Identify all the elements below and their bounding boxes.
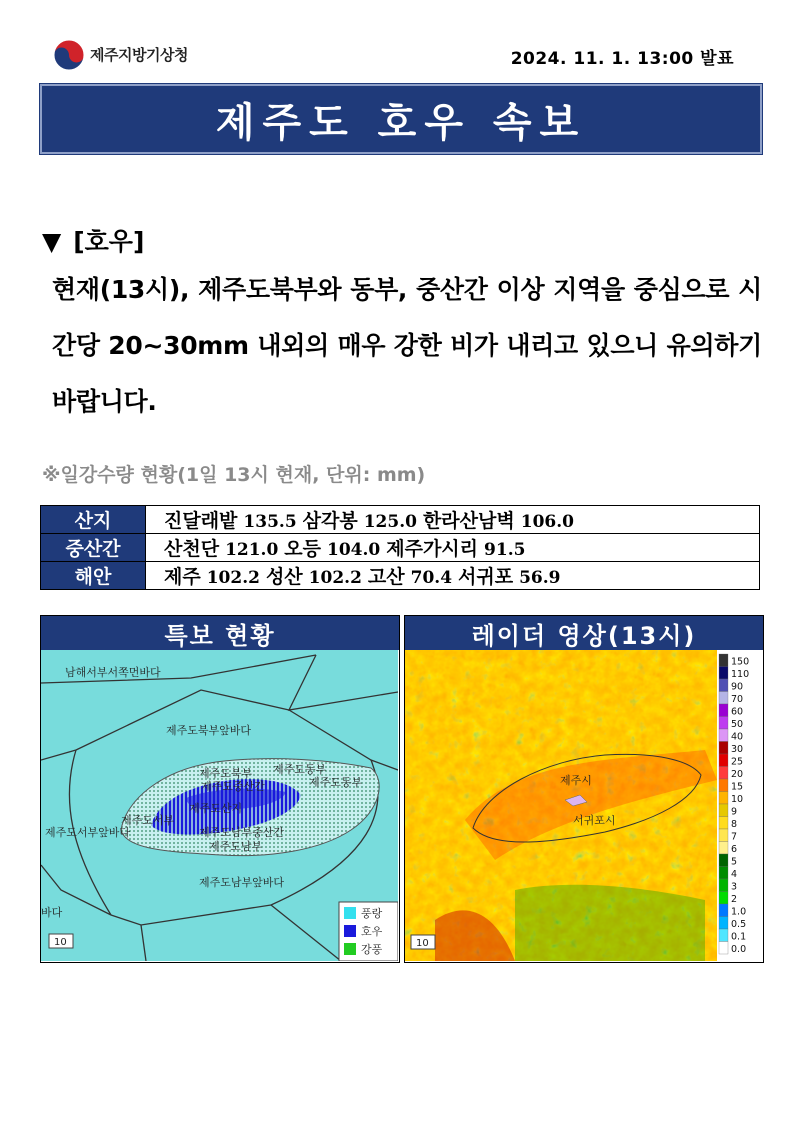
title-banner (40, 84, 762, 154)
colorbar-label: 20 (731, 769, 744, 780)
region-label: 제주도북부 (199, 767, 253, 780)
colorbar-label: 1.0 (731, 906, 747, 918)
colorbar-swatch (719, 679, 728, 692)
rainfall-row (41, 534, 760, 562)
warning-map (41, 650, 398, 961)
colorbar-swatch (719, 767, 728, 780)
warning-map-panel (40, 615, 400, 963)
region-label: 바다 (41, 906, 63, 919)
legend-label: 호우 (361, 925, 383, 938)
region-label: 제주도북부앞바다 (166, 724, 252, 737)
station-name: 제주 (164, 566, 201, 588)
colorbar-swatch (719, 854, 728, 867)
region-label: 제주도동부 (273, 763, 327, 776)
rainfall-values (146, 562, 760, 590)
colorbar-label: 0.1 (731, 931, 747, 943)
colorbar-label: 4 (731, 869, 738, 880)
colorbar-label: 50 (731, 719, 744, 730)
colorbar-swatch (719, 904, 728, 917)
colorbar-label: 5 (731, 856, 738, 868)
legend-swatch (344, 925, 356, 937)
station-value: 70.4 (410, 568, 453, 588)
colorbar-swatch (719, 729, 728, 742)
rainfall-category: 중산간 (41, 534, 146, 562)
colorbar-swatch (719, 942, 728, 955)
colorbar-label: 150 (731, 656, 750, 668)
colorbar-swatch (719, 717, 728, 730)
page-title: 제주도 호우 속보 (215, 99, 587, 146)
rainfall-category: 산지 (41, 506, 146, 534)
legend-swatch (344, 943, 356, 955)
colorbar-swatch (719, 667, 728, 680)
station-name: 고산 (367, 566, 405, 588)
station-name: 제주가시리 (386, 538, 479, 560)
station-name: 삼각봉 (302, 510, 358, 532)
station-name: 산천단 (164, 538, 220, 560)
station-name: 성산 (265, 566, 303, 588)
colorbar-swatch (719, 792, 728, 805)
radar-city-label: 제주시 (560, 774, 592, 787)
colorbar-label: 6 (731, 844, 738, 855)
region-label: 제주도남부앞바다 (199, 876, 285, 889)
colorbar-label: 2 (731, 894, 738, 905)
station-value: 104.0 (327, 540, 381, 560)
colorbar-swatch (719, 929, 728, 942)
colorbar-swatch (719, 779, 728, 792)
colorbar-swatch (719, 829, 728, 842)
station-name: 한라산남벽 (422, 510, 515, 532)
colorbar-label: 30 (731, 744, 744, 755)
warning-body-text: 현재(13시), 제주도북부와 동부, 중산간 이상 지역을 중심으로 시간당 20~30mm 내외의 매우 강한 비가 내리고 있으니 유의하기 바랍니다. (52, 275, 762, 416)
colorbar-label: 40 (731, 731, 744, 743)
station-value: 135.5 (243, 512, 297, 532)
region-label: 제주도동부 (309, 776, 363, 789)
colorbar-swatch (719, 917, 728, 930)
colorbar-label: 70 (731, 694, 744, 705)
colorbar-swatch (719, 842, 728, 855)
legend-label: 강풍 (361, 943, 383, 956)
issue-time: 2024. 11. 1. 13:00 발표 (510, 49, 734, 69)
station-name: 진달래밭 (164, 510, 238, 532)
colorbar-swatch (719, 754, 728, 767)
taegeuk-logo-icon (52, 38, 86, 72)
station-value: 121.0 (225, 540, 279, 560)
region-label: 제주도중산간 (201, 780, 265, 793)
colorbar-label: 60 (731, 706, 744, 718)
radar-title: 레이더 영상(13시) (405, 616, 763, 650)
agency-name: 제주지방기상청 (90, 46, 188, 64)
colorbar-label: 110 (731, 669, 750, 680)
station-value: 125.0 (363, 512, 417, 532)
colorbar-label: 15 (731, 781, 744, 793)
rainfall-row (41, 506, 760, 534)
station-name: 오등 (284, 538, 322, 560)
rainfall-values (146, 506, 760, 534)
region-label: 제주도서부앞바다 (45, 826, 131, 839)
section-heading (42, 222, 144, 258)
section-heading-label: [호우] (73, 227, 145, 256)
colorbar-swatch (719, 704, 728, 717)
region-label: 제주도남부 (209, 840, 263, 853)
station-value: 91.5 (484, 540, 526, 560)
station-value: 102.2 (206, 568, 260, 588)
radar-city-label: 서귀포시 (573, 814, 616, 827)
map-scale-label: 10 (54, 937, 67, 948)
rainfall-category: 해안 (41, 562, 146, 590)
colorbar-swatch (719, 892, 728, 905)
region-label: 제주도남부중산간 (199, 826, 285, 839)
colorbar-label: 10 (731, 794, 744, 805)
radar-panel (404, 615, 764, 963)
triangle-down-icon: ▼ (42, 227, 62, 256)
colorbar-label: 90 (731, 681, 744, 693)
colorbar-swatch (719, 804, 728, 817)
colorbar-swatch (719, 817, 728, 830)
warning-map-title: 특보 현황 (41, 616, 399, 650)
station-value: 102.2 (308, 568, 362, 588)
colorbar-label: 8 (731, 819, 738, 830)
radar-scale-label: 10 (416, 938, 429, 949)
station-name: 서귀포 (458, 566, 514, 588)
rainfall-row (41, 562, 760, 590)
colorbar-label: 7 (731, 831, 738, 843)
radar-image (405, 650, 762, 961)
legend-swatch (344, 907, 356, 919)
station-value: 106.0 (520, 512, 574, 532)
colorbar-label: 0.0 (731, 944, 747, 955)
colorbar-label: 0.5 (731, 919, 747, 930)
rainfall-values (146, 534, 760, 562)
legend-label: 풍랑 (361, 907, 383, 920)
rainfall-note: ※일강수량 현황(1일 13시 현재, 단위: mm) (42, 464, 426, 486)
rainfall-table (40, 505, 760, 590)
colorbar-swatch (719, 867, 728, 880)
region-label: 제주도서부 (121, 814, 175, 827)
colorbar-label: 3 (731, 881, 738, 893)
colorbar-swatch (719, 742, 728, 755)
region-label: 남해서부서쪽먼바다 (65, 666, 161, 679)
colorbar-label: 9 (731, 806, 738, 818)
colorbar-swatch (719, 692, 728, 705)
colorbar-swatch (719, 654, 728, 667)
colorbar-label: 25 (731, 756, 744, 768)
station-value: 56.9 (519, 568, 561, 588)
region-label: 제주도산지 (189, 802, 243, 815)
colorbar-swatch (719, 879, 728, 892)
